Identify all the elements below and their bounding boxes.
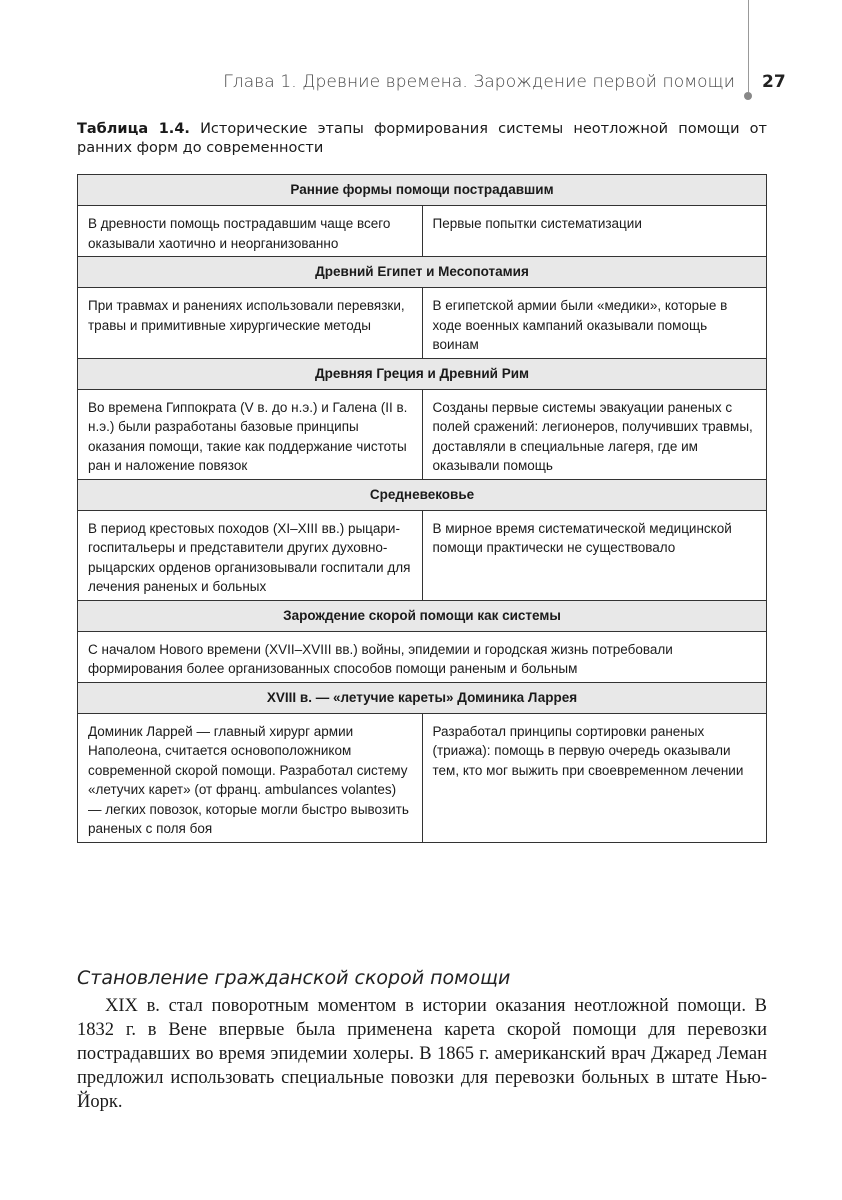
- table-cell: Созданы первые системы эвакуации раненых с полей сражений: легионеров, получивших травмы, доставляли в специальные лагеря, где им оказывали помощь: [422, 389, 767, 479]
- section-title: Древняя Греция и Древний Рим: [78, 358, 767, 389]
- table-row: [78, 631, 767, 682]
- table-cell: Во времена Гиппократа (V в. до н.э.) и Галена (II в. н.э.) были разработаны базовые принципы оказания помощи, такие как поддержание чистоты ран и наложение повязок: [78, 389, 423, 479]
- caption-text: Исторические этапы формирования системы неотложной помощи от ранних форм до современности: [77, 121, 767, 156]
- table-cell: В мирное время систематической медицинской помощи практически не существовало: [422, 510, 767, 600]
- history-table: [77, 174, 767, 843]
- section-row: [78, 257, 767, 288]
- page-number: 27: [762, 72, 786, 92]
- section-row: [78, 682, 767, 713]
- table-row: [78, 713, 767, 842]
- section-row: [78, 479, 767, 510]
- table-cell-full: С началом Нового времени (XVII–XVIII вв.) войны, эпидемии и городская жизнь потребовали формирования более организованных способов помощи раненым и больным: [78, 631, 767, 682]
- section-title: Древний Египет и Месопотамия: [78, 257, 767, 288]
- table-cell: В период крестовых походов (XI–XIII вв.) рыцари-госпитальеры и представители других духовно-рыцарских орденов организовывали госпитали для лечения раненых и больных: [78, 510, 423, 600]
- section-title: Ранние формы помощи пострадавшим: [78, 175, 767, 206]
- section-title: Зарождение скорой помощи как системы: [78, 600, 767, 631]
- table-cell: Первые попытки систематизации: [422, 206, 767, 257]
- table-cell: В египетской армии были «медики», которые в ходе военных кампаний оказывали помощь воинам: [422, 288, 767, 359]
- section-row: [78, 358, 767, 389]
- running-title: [223, 72, 735, 92]
- section-title: Средневековье: [78, 479, 767, 510]
- table-row: [78, 510, 767, 600]
- table-row: [78, 288, 767, 359]
- section-row: [78, 175, 767, 206]
- section-heading: Становление гражданской скорой помощи: [77, 967, 511, 989]
- table-caption: [77, 120, 767, 158]
- caption-label: Таблица 1.4.: [77, 121, 190, 137]
- table-cell: Разработал принципы сортировки раненых (триажа): помощь в первую очередь оказывали тем, кто мог выжить при своевременном лечении: [422, 713, 767, 842]
- table-row: [78, 389, 767, 479]
- running-title-text: Глава 1. Древние времена. Зарождение первой помощи: [223, 72, 735, 92]
- section-row: [78, 600, 767, 631]
- table-row: [78, 206, 767, 257]
- table-cell: В древности помощь пострадавшим чаще всего оказывали хаотично и неорганизованно: [78, 206, 423, 257]
- header-rule-dot: [744, 92, 752, 100]
- table-cell: Доминик Ларрей — главный хирург армии Наполеона, считается основоположником современной скорой помощи. Разработал систему «летучих карет» (от франц. ambulances volantes) — легких повозок, которые могли быстро вывозить раненых с поля боя: [78, 713, 423, 842]
- header-vertical-rule: [748, 0, 749, 92]
- table-cell: При травмах и ранениях использовали перевязки, травы и примитивные хирургические методы: [78, 288, 423, 359]
- section-title: XVIII в. — «летучие кареты» Доминика Ларрея: [78, 682, 767, 713]
- body-paragraph: XIX в. стал поворотным моментом в истории оказания неотложной помощи. В 1832 г. в Вене впервые была применена карета скорой помощи для перевозки пострадавших во время эпидемии холеры. В 1865 г. американский врач Джаред Леман предложил использовать специальные повозки для перевозки больных в штате Нью-Йорк.: [77, 996, 767, 1112]
